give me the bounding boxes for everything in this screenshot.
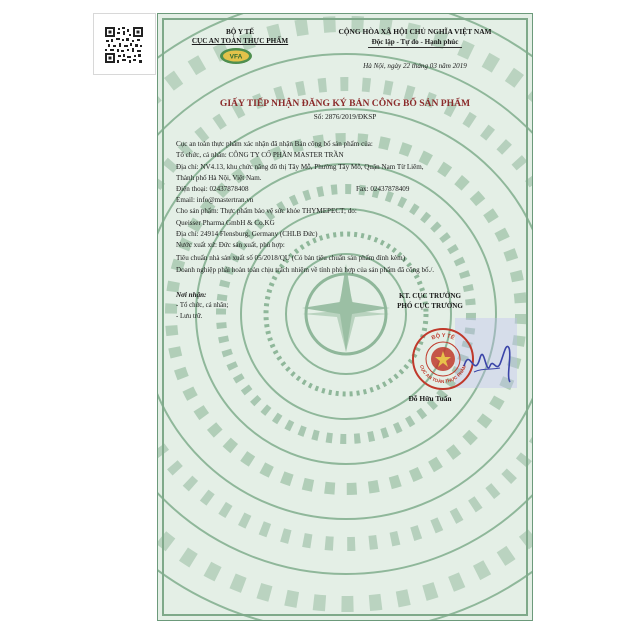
vfa-logo-text: VFA (229, 53, 243, 61)
seal-top-text: BỘ Y TẾ (430, 332, 456, 342)
signer-subtitle: PHÓ CỤC TRƯỞNG (397, 302, 463, 310)
body-fax: Fax: 02437878409 (356, 185, 410, 193)
recipient-item: - Lưu trữ. (176, 313, 203, 320)
body-intro: Cục an toàn thực phẩm xác nhận đã nhận Bản công bố sản phẩm của: (176, 140, 373, 148)
ministry-name: BỘ Y TẾ (225, 28, 255, 36)
recipients-heading: Nơi nhận: (176, 291, 207, 299)
handwritten-signature (460, 336, 520, 391)
document-title: GIẤY TIẾP NHẬN ĐĂNG KÝ BẢN CÔNG BỐ SẢN PHẨM (219, 98, 471, 109)
qr-code-box (93, 13, 156, 75)
body-email: Email: info@mastertran.vn (176, 196, 254, 204)
body-phone: Điện thoại: 02437878408 (176, 185, 249, 193)
recipient-item: - Tổ chức, cá nhân; (176, 302, 229, 309)
body-standard: Tiêu chuẩn nhà sản xuất số 05/2018/QU (Có bản tiêu chuẩn sản phẩm đính kèm) (176, 254, 406, 262)
country-motto: Độc lập - Tự do - Hạnh phúc (371, 38, 459, 46)
signer-name: Đỗ Hữu Tuấn (408, 394, 452, 403)
document-number: Số: 2876/2019/ĐKSP (313, 113, 377, 121)
seal-bottom-text: CỤC AN TOÀN THỰC PHẨM (418, 364, 468, 385)
signer-title: KT. CỤC TRƯỞNG (399, 292, 461, 300)
body-address: Địa chỉ: NV4.13, khu chức năng đô thị Tây Mỗ, Phường Tây Mỗ, Quận Nam Từ Liêm, (176, 163, 424, 171)
place-date: Hà Nội, ngày 22 tháng 03 năm 2019 (363, 62, 467, 70)
motto-underline (368, 47, 462, 48)
qr-code-icon (105, 27, 143, 63)
body-product: Cho sản phẩm: Thực phẩm bảo vệ sức khỏe THYMEPECT; do: (176, 207, 357, 215)
svg-text:BỘ Y TẾ (431, 331, 456, 342)
body-maker-address: Địa chỉ: 24914 Flensburg, Germany (CHLB Đức) (176, 230, 318, 238)
country-name: CỘNG HÒA XÃ HỘI CHỦ NGHĨA VIỆT NAM (338, 27, 492, 36)
body-maker: Queisser Pharma GmbH & Co.KG (176, 219, 275, 227)
body-address-cont: Thành phố Hà Nội, Việt Nam. (176, 174, 262, 182)
body-responsibility: Doanh nghiệp phải hoàn toàn chịu trách nhiệm về tính phù hợp của sản phẩm đã công bố./. (176, 266, 435, 274)
body-organization: Tổ chức, cá nhân: CÔNG TY CỔ PHẦN MASTER TRẦN (176, 151, 344, 159)
vfa-logo (219, 47, 253, 65)
agency-name: CỤC AN TOÀN THỰC PHẨM (191, 37, 289, 45)
body-origin: Nước xuất xứ: Đức sản xuất, phù hợp: (176, 241, 285, 249)
